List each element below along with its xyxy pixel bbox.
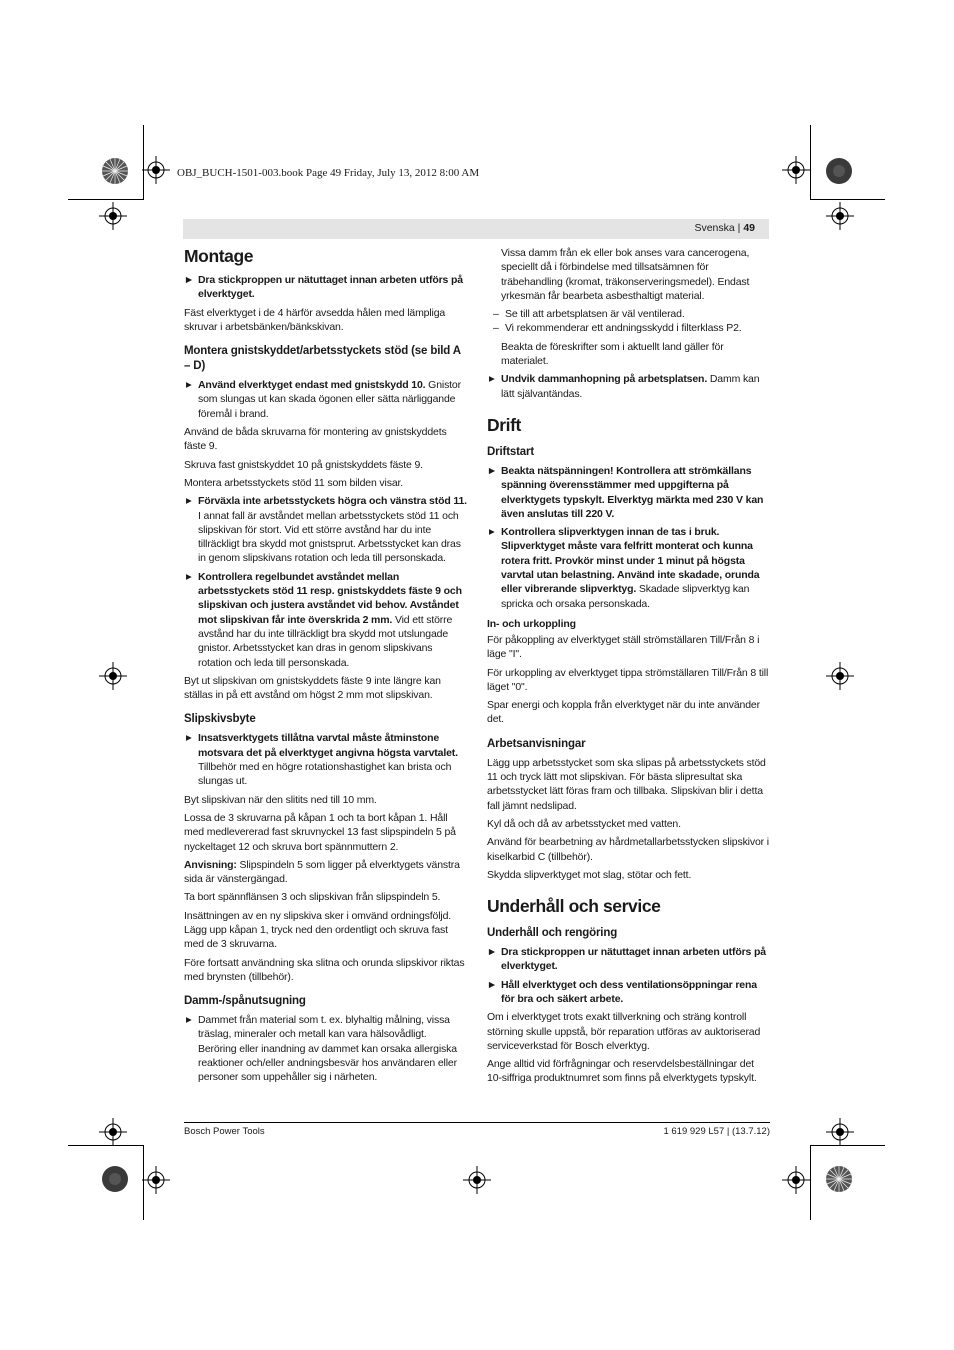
paragraph: Kyl då och då av arbetsstycket med vatten. [487,817,681,830]
paragraph: Skydda slipverktyget mot slag, stötar och fett. [487,868,692,881]
paragraph: Montera arbetsstyckets stöd 11 som bilden visar. [184,476,404,489]
paragraph: Lossa de 3 skruvarna på kåpan 1 och ta bort kåpan 1. Håll med medlevererad fast skruvnyckel 13 fast slipspindeln 5 på nyckeltaget 12 och skruva bort spännmuttern 2. [184,811,456,853]
color-wheel-icon [101,1165,129,1193]
subsection-title: Montera gnistskyddet/arbetsstyckets stöd (se bild A – D) [184,345,461,373]
crop-mark [810,199,885,200]
paragraph: För påkoppling av elverktyget ställ strömställaren Till/Från 8 i läge "I". [487,633,760,661]
section-title-montage: Montage [184,246,254,266]
subsection-title: Slipskivsbyte [184,713,256,726]
section-title-service: Underhåll och service [487,896,661,917]
paragraph: Vissa damm från ek eller bok anses vara cancerogena, speciellt då i förbindelse med tillsatsämnen för träbehandling (kromat, träkonserveringsmedel). Endast yrkesmän får bearbeta asbesthaltigt material. [501,247,750,302]
subsection-title: Damm-/spånutsugning [184,995,306,1008]
subsection-title: Arbetsanvisningar [487,737,586,750]
note-paragraph: Anvisning: Slipspindeln 5 som ligger på elverktygets vänstra sida är vänstergängad. [184,858,460,886]
paragraph: Om i elverktyget trots exakt tillverkning och sträng kontroll störning skulle uppstå, bör reparation utföras av auktoriserad serviceverkstad för Bosch elverktyg. [487,1011,761,1052]
color-wheel-icon [825,157,853,185]
subsection-title: Driftstart [487,445,535,458]
warning-item: ▶ Använd elverktyget endast med gnistskydd 10. Gnistor som slungas ut kan skada ögonen eller sätta närliggande föremål i brand. [184,378,467,421]
registration-target-icon [142,156,170,184]
crop-mark [810,125,811,200]
registration-target-icon [826,1118,854,1146]
registration-target-icon [782,1166,810,1194]
paragraph: Före fortsatt användning ska slitna och orunda slipskivor riktas med brynsten (tillbehör). [184,956,465,983]
color-wheel-icon [101,157,129,185]
warning-item: ▶ Undvik dammanhopning på arbetsplatsen. Damm kan lätt självantändas. [487,372,770,401]
paragraph: Fäst elverktyget i de 4 härför avsedda hålen med lämpliga skruvar i arbetsbänken/bänkskivan. [184,306,446,333]
dash-item: – Se till att arbetsplatsen är väl ventilerad. [487,307,770,321]
paragraph: För urkoppling av elverktyget tippa strömställaren Till/Från 8 till läget "0". [487,666,769,693]
paragraph: Ta bort spännflänsen 3 och slipskivan från slipspindeln 5. [184,891,441,904]
warning-item: ▶ Dra stickproppen ur nätuttaget innan arbeten utförs på elverktyget. [487,945,770,974]
paragraph: Insättningen av en ny slipskiva sker i omvänd ordningsföljd. Lägg upp kåpan 1, tryck ned den ordentligt och skruva fast med de 3 skruvarna. [184,909,452,951]
crop-mark [810,1145,811,1220]
warning-item: ▶ Kontrollera slipverktygen innan de tas i bruk. Slipverktyget måste vara felfritt monterat och kunna rotera fritt. Provkör minst under 1 minut på högsta varvtal utan belastning. Använd inte skadade, orunda eller vibrerande slipverktyg. Skadade slipverktyg kan spricka och orsaka personskada. [487,525,770,611]
registration-target-icon [142,1166,170,1194]
footer-rule [184,1122,770,1123]
paragraph: Byt slipskivan när den slitits ned till 10 mm. [184,793,377,806]
registration-target-icon [782,156,810,184]
paragraph: Använd för bearbetning av hårdmetallarbetsstycken slipskivor i kiselkarbid C (tillbehör). [487,836,769,863]
header-separator: | [737,222,741,234]
paragraph: Använd de båda skruvarna för montering av gnistskyddets fäste 9. [184,426,447,453]
page-number: 49 [743,222,755,234]
dash-item: – Vi rekommenderar ett andningsskydd i filterklass P2. [487,321,770,335]
registration-target-icon [826,202,854,230]
right-column [487,246,770,1090]
registration-target-icon [99,1118,127,1146]
warning-item: ▶ Håll elverktyget och dess ventilationsöppningar rena för bra och säkert arbete. [487,978,770,1007]
warning-item: ▶ Insatsverktygets tillåtna varvtal måste åtminstone motsvara det på elverktyget angivna högsta varvtalet. Tillbehör med en högre rotationshastighet kan brista och slungas ut. [184,731,467,788]
color-wheel-icon [825,1165,853,1193]
page-header [694,222,755,234]
paragraph: Skruva fast gnistskyddet 10 på gnistskyddets fäste 9. [184,458,423,471]
paragraph: Byt ut slipskivan om gnistskyddets fäste 9 inte längre kan ställas in på ett avstånd om högst 2 mm mot slipskivan. [184,674,441,702]
page-header-bar [183,219,769,239]
file-header: OBJ_BUCH-1501-003.book Page 49 Friday, July 13, 2012 8:00 AM [177,167,480,179]
registration-target-icon [826,662,854,690]
crop-mark [68,199,143,200]
footer-brand: Bosch Power Tools [184,1126,265,1137]
paragraph: Ange alltid vid förfrågningar och reservdelsbeställningar det 10-siffriga produktnumret som finns på elverktygets typskylt. [487,1058,757,1085]
section-title-drift: Drift [487,414,521,435]
header-language: Svenska [694,222,735,234]
registration-target-icon [99,202,127,230]
registration-target-icon [463,1166,491,1194]
minor-title: In- och urkoppling [487,617,576,630]
footer-doc-number: 1 619 929 L57 | (13.7.12) [663,1126,770,1137]
left-column [184,246,467,1089]
paragraph: Beakta de föreskrifter som i aktuellt land gäller för materialet. [501,340,724,368]
warning-item: ▶ Dra stickproppen ur nätuttaget innan arbeten utförs på elverktyget. [184,273,467,302]
warning-item: ▶ Kontrollera regelbundet avståndet mellan arbetsstyckets stöd 11 resp. gnistskyddets fäste 9 och slipskivan och justera avståndet vid behov. Avståndet mot slipskivan får inte överskrida 2 mm. Vid ett större avstånd har du inte tillräckligt bra skydd mot utslungade gnistor. Arbetsstycket kan dras in genom slipskivans rotation och leda till personskada. [184,570,467,670]
warning-item: ▶ Dammet från material som t. ex. blyhaltig målning, vissa träslag, mineraler och metall kan vara hälsovådligt. Beröring eller inandning av dammet kan orsaka allergiska reaktioner och/eller andningsbesvär hos användaren eller personer som uppehåller sig i närheten. [184,1013,467,1084]
warning-item: ▶ Förväxla inte arbetsstyckets högra och vänstra stöd 11. I annat fall är avståndet mellan arbetsstyckets stöd 11 och slipskivan för stort. Vid ett större avstånd har du inte tillräckligt bra skydd mot gnistsprut. Arbetsstycket kan dras in genom slipskivans rotation och leda till personskada. [184,494,467,565]
warning-item: ▶ Beakta nätspänningen! Kontrollera att strömkällans spänning överensstämmer med uppgifterna på elverktygets typskylt. Elverktyg märkta med 230 V kan även anslutas till 220 V. [487,464,770,521]
paragraph: Spar energi och koppla från elverktyget när du inte använder det. [487,699,760,726]
subsection-title: Underhåll och rengöring [487,927,618,940]
registration-target-icon [99,662,127,690]
paragraph: Lägg upp arbetsstycket som ska slipas på arbetsstyckets stöd 11 och tryck lätt mot slipskivan. För bästa slipresultat ska arbetsstycket lätt föras fram och tillbaka. Slipskivan blir i detta fall jämnt nedslipad. [487,756,766,812]
